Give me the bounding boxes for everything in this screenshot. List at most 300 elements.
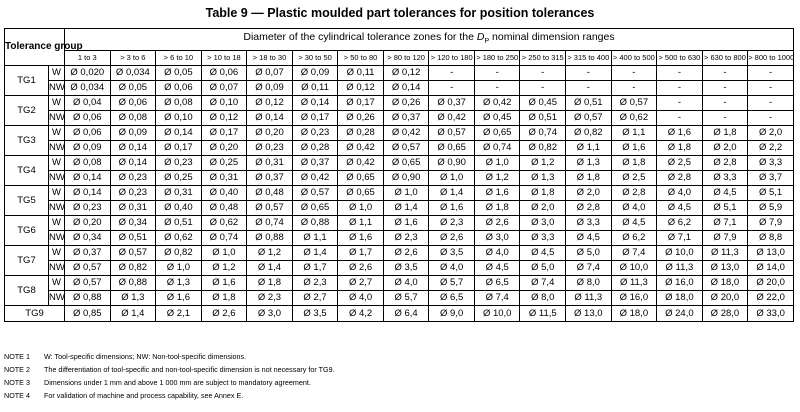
tolerance-value-cell: Ø 0,88 [110,276,156,291]
tolerance-value-cell: Ø 1,8 [611,156,657,171]
dimension-type-cell: W [49,156,65,171]
tolerance-value-cell: Ø 0,51 [566,96,612,111]
tolerance-value-cell: Ø 1,0 [429,171,475,186]
tolerance-value-cell: Ø 6,2 [657,216,703,231]
tolerance-value-cell: Ø 0,20 [201,141,247,156]
tolerance-value-cell: Ø 0,020 [65,66,111,81]
tolerance-value-cell: Ø 0,42 [474,96,520,111]
tolerance-value-cell: Ø 1,6 [201,276,247,291]
tolerance-value-cell: Ø 3,3 [566,216,612,231]
dimension-type-cell: W [49,246,65,261]
tolerance-value-cell: - [429,81,475,96]
tolerance-value-cell: Ø 0,65 [474,126,520,141]
tolerance-value-cell: - [748,81,794,96]
tolerance-value-cell: Ø 0,45 [474,111,520,126]
tolerance-value-cell: Ø 1,0 [474,156,520,171]
tolerance-value-cell: Ø 18,0 [611,306,657,322]
tolerance-value-cell: - [566,66,612,81]
tolerance-value-cell: - [474,81,520,96]
tolerance-value-cell: Ø 1,2 [520,156,566,171]
tolerance-value-cell: Ø 0,08 [65,156,111,171]
tolerance-value-cell: Ø 22,0 [748,291,794,306]
dimension-type-cell: W [49,186,65,201]
tolerance-value-cell: Ø 0,40 [201,186,247,201]
dimension-type-cell: NW [49,111,65,126]
tolerance-value-cell: Ø 0,14 [292,96,338,111]
tolerance-value-cell: Ø 1,1 [566,141,612,156]
tolerance-value-cell: Ø 7,4 [611,246,657,261]
tolerance-value-cell: Ø 0,82 [566,126,612,141]
range-header-cell: > 18 to 30 [247,51,293,66]
table-row [5,201,794,216]
table-row [5,126,794,141]
tolerance-value-cell: Ø 2,0 [566,186,612,201]
tolerance-value-cell: Ø 1,8 [201,291,247,306]
tolerance-value-cell: Ø 0,74 [247,216,293,231]
tolerance-value-cell: Ø 5,0 [520,261,566,276]
tolerance-value-cell: Ø 1,8 [702,126,748,141]
tolerance-value-cell: Ø 1,8 [474,201,520,216]
diameter-header: Diameter of the cylindrical tolerance zones for the $D_P$ nominal dimension ranges [65,29,794,51]
tolerance-value-cell: Ø 18,0 [702,276,748,291]
range-header-cell: > 50 to 80 [338,51,384,66]
table-row [5,231,794,246]
table-row [5,156,794,171]
tolerance-value-cell: Ø 1,7 [338,246,384,261]
tolerance-value-cell: Ø 2,6 [383,246,429,261]
tolerance-value-cell: Ø 4,0 [429,261,475,276]
tolerance-value-cell: Ø 0,26 [383,96,429,111]
tolerance-value-cell: Ø 7,1 [702,216,748,231]
tolerance-value-cell: Ø 2,5 [657,156,703,171]
tolerance-value-cell: Ø 0,88 [247,231,293,246]
tolerance-value-cell: Ø 20,0 [748,276,794,291]
tolerance-value-cell: Ø 6,4 [383,306,429,322]
tolerance-value-cell: Ø 0,57 [110,246,156,261]
tolerance-value-cell: Ø 16,0 [657,276,703,291]
tolerance-value-cell: Ø 1,2 [474,171,520,186]
tolerance-value-cell: - [520,81,566,96]
tolerance-value-cell: Ø 0,65 [429,141,475,156]
tolerance-value-cell: Ø 0,06 [156,81,202,96]
tolerance-value-cell: Ø 0,25 [201,156,247,171]
tolerance-value-cell: Ø 2,3 [383,231,429,246]
tolerance-value-cell: Ø 1,6 [338,231,384,246]
tolerance-group-cell: TG3 [5,126,49,156]
tolerance-value-cell: Ø 0,42 [338,156,384,171]
tolerance-value-cell: Ø 1,6 [429,201,475,216]
tolerance-value-cell: Ø 1,4 [429,186,475,201]
tolerance-value-cell: Ø 1,4 [383,201,429,216]
tolerance-value-cell: - [748,66,794,81]
table-row [5,306,794,322]
tolerance-value-cell: - [748,96,794,111]
tolerance-value-cell: Ø 0,57 [566,111,612,126]
tolerance-value-cell: Ø 0,31 [156,186,202,201]
tolerance-value-cell: - [657,81,703,96]
tolerance-value-cell: Ø 0,88 [65,291,111,306]
note-text: W: Tool-specific dimensions; NW: Non-tool-specific dimensions. [44,352,247,361]
note [4,376,794,389]
tolerance-value-cell: Ø 2,6 [201,306,247,322]
tolerance-value-cell: - [702,96,748,111]
tolerance-value-cell: Ø 0,28 [338,126,384,141]
tolerance-value-cell: Ø 0,08 [156,96,202,111]
tolerance-value-cell: Ø 1,3 [156,276,202,291]
tolerance-value-cell: Ø 1,4 [110,306,156,322]
tolerance-value-cell: Ø 0,65 [292,201,338,216]
note-text: Dimensions under 1 mm and above 1 000 mm are subject to mandatory agreement. [44,378,311,387]
table-row [5,186,794,201]
tolerance-value-cell: Ø 1,3 [566,156,612,171]
tolerance-value-cell: Ø 0,65 [383,156,429,171]
tolerance-value-cell: Ø 1,0 [383,186,429,201]
tolerance-value-cell: Ø 0,12 [383,66,429,81]
tolerance-value-cell: Ø 0,57 [247,201,293,216]
tolerance-value-cell: Ø 0,034 [110,66,156,81]
tolerance-value-cell: Ø 3,3 [702,171,748,186]
tolerance-value-cell: Ø 0,14 [65,171,111,186]
tolerance-value-cell: Ø 5,7 [429,276,475,291]
tolerance-value-cell: Ø 2,7 [292,291,338,306]
tolerance-value-cell: Ø 3,0 [474,231,520,246]
tolerance-value-cell: Ø 0,05 [156,66,202,81]
range-header-cell: > 10 to 18 [201,51,247,66]
tolerance-value-cell: Ø 0,23 [292,126,338,141]
dimension-type-cell: W [49,276,65,291]
tolerance-value-cell: Ø 0,57 [65,276,111,291]
range-header-cell: > 315 to 400 [566,51,612,66]
tolerance-value-cell: Ø 3,0 [247,306,293,322]
tolerance-value-cell: Ø 3,3 [748,156,794,171]
tolerance-value-cell: Ø 7,9 [702,231,748,246]
tolerance-value-cell: Ø 8,0 [566,276,612,291]
tolerance-value-cell: Ø 5,1 [702,201,748,216]
tolerance-value-cell: Ø 0,88 [292,216,338,231]
tolerance-value-cell: Ø 1,4 [292,246,338,261]
tolerance-value-cell: Ø 0,62 [611,111,657,126]
tolerance-value-cell: Ø 3,0 [520,216,566,231]
dimension-type-cell: NW [49,261,65,276]
note-label: NOTE 4 [4,391,30,400]
tolerance-value-cell: Ø 1,6 [474,186,520,201]
tolerance-value-cell: Ø 1,2 [247,246,293,261]
tolerance-value-cell: Ø 7,1 [657,231,703,246]
tolerance-value-cell: Ø 1,8 [566,171,612,186]
tolerance-value-cell: Ø 1,6 [611,141,657,156]
tolerance-group-cell: TG7 [5,246,49,276]
tolerance-value-cell: Ø 11,3 [611,276,657,291]
range-header-cell: > 80 to 120 [383,51,429,66]
tolerance-value-cell: Ø 0,82 [156,246,202,261]
table-row [5,141,794,156]
tolerance-value-cell: Ø 0,10 [201,96,247,111]
tolerance-value-cell: Ø 1,6 [383,216,429,231]
tolerance-value-cell: - [748,111,794,126]
tolerance-value-cell: Ø 7,4 [520,276,566,291]
tolerance-value-cell: - [520,66,566,81]
tolerance-value-cell: Ø 0,07 [247,66,293,81]
tolerance-value-cell: Ø 0,23 [110,186,156,201]
tolerance-value-cell: Ø 11,3 [657,261,703,276]
tolerance-value-cell: Ø 7,4 [566,261,612,276]
tolerance-value-cell: Ø 0,31 [201,171,247,186]
tolerance-value-cell: Ø 0,11 [292,81,338,96]
tolerance-value-cell: Ø 0,08 [110,111,156,126]
tolerance-value-cell: Ø 0,48 [201,201,247,216]
tolerance-value-cell: Ø 4,5 [566,231,612,246]
tolerance-value-cell: Ø 1,1 [292,231,338,246]
tolerance-value-cell: Ø 0,10 [156,111,202,126]
tolerance-value-cell: Ø 2,8 [702,156,748,171]
dimension-type-cell: NW [49,141,65,156]
tolerance-value-cell: Ø 0,23 [65,201,111,216]
tolerance-value-cell: - [702,66,748,81]
tolerance-value-cell: - [611,66,657,81]
tolerance-value-cell: Ø 1,4 [247,261,293,276]
note [4,389,794,402]
tolerance-value-cell: Ø 0,034 [65,81,111,96]
dimension-type-cell: W [49,126,65,141]
tolerance-value-cell: Ø 13,0 [702,261,748,276]
table-title: Table 9 — Plastic moulded part tolerances for position tolerances [205,6,595,20]
tolerance-value-cell: Ø 0,62 [201,216,247,231]
tolerance-value-cell: Ø 2,3 [247,291,293,306]
tolerance-value-cell: Ø 0,12 [338,81,384,96]
tolerance-value-cell: Ø 0,57 [383,141,429,156]
tolerance-value-cell: Ø 0,85 [65,306,111,322]
tolerance-value-cell: Ø 1,3 [520,171,566,186]
range-header-cell: > 6 to 10 [156,51,202,66]
tolerance-value-cell: Ø 0,34 [110,216,156,231]
tolerance-value-cell: Ø 10,0 [657,246,703,261]
tolerance-value-cell: Ø 0,51 [520,111,566,126]
tolerance-group-cell: TG9 [5,306,65,322]
tolerance-value-cell: Ø 0,14 [110,156,156,171]
tolerance-value-cell: Ø 0,65 [338,186,384,201]
tolerance-value-cell: Ø 4,0 [657,186,703,201]
table-row [5,66,794,81]
tolerance-value-cell: - [474,66,520,81]
tolerance-value-cell: Ø 0,42 [383,126,429,141]
tolerance-value-cell: Ø 1,7 [292,261,338,276]
tolerance-value-cell: Ø 0,05 [110,81,156,96]
tolerance-value-cell: - [702,81,748,96]
tolerance-value-cell: Ø 0,28 [292,141,338,156]
tolerance-value-cell: Ø 0,17 [156,141,202,156]
tolerance-value-cell: Ø 7,4 [474,291,520,306]
tolerance-value-cell: Ø 1,0 [338,201,384,216]
tolerance-value-cell: Ø 1,8 [657,141,703,156]
tolerance-value-cell: Ø 0,65 [338,171,384,186]
tolerance-value-cell: Ø 0,57 [611,96,657,111]
tolerance-value-cell: Ø 1,1 [338,216,384,231]
tolerance-value-cell: - [566,81,612,96]
tolerance-value-cell: Ø 0,11 [338,66,384,81]
tolerance-table [4,28,794,322]
dimension-type-cell: NW [49,171,65,186]
table-row [5,216,794,231]
range-header-cell: > 180 to 250 [474,51,520,66]
tolerance-value-cell: Ø 2,8 [566,201,612,216]
tolerance-value-cell: Ø 3,5 [429,246,475,261]
tolerance-value-cell: Ø 1,6 [657,126,703,141]
tolerance-value-cell: Ø 3,7 [748,171,794,186]
table-row [5,81,794,96]
note-label: NOTE 3 [4,378,30,387]
tolerance-value-cell: Ø 0,17 [292,111,338,126]
tolerance-value-cell: Ø 0,74 [520,126,566,141]
tolerance-value-cell: Ø 4,2 [338,306,384,322]
tolerance-value-cell: Ø 5,7 [383,291,429,306]
range-header-row [5,51,794,66]
tolerance-group-cell: TG1 [5,66,49,96]
tolerance-value-cell: Ø 0,06 [110,96,156,111]
tolerance-value-cell: Ø 0,31 [247,156,293,171]
tolerance-value-cell: Ø 0,09 [292,66,338,81]
tolerance-value-cell: Ø 11,5 [520,306,566,322]
tolerance-value-cell: Ø 0,09 [65,141,111,156]
tolerance-group-header: Tolerance group [5,29,65,66]
tolerance-value-cell: Ø 13,0 [566,306,612,322]
tolerance-value-cell: Ø 10,0 [474,306,520,322]
tolerance-group-cell: TG4 [5,156,49,186]
tolerance-value-cell: - [702,111,748,126]
tolerance-value-cell: - [657,66,703,81]
tolerance-value-cell: Ø 1,3 [110,291,156,306]
table-row [5,276,794,291]
tolerance-value-cell: Ø 5,1 [748,186,794,201]
note-label: NOTE 1 [4,352,30,361]
tolerance-value-cell: Ø 5,9 [748,201,794,216]
tolerance-value-cell: Ø 4,5 [474,261,520,276]
tolerance-value-cell: Ø 4,0 [338,291,384,306]
tolerance-value-cell: Ø 0,06 [201,66,247,81]
tolerance-value-cell: Ø 0,90 [383,171,429,186]
dimension-type-cell: W [49,66,65,81]
tolerance-value-cell: Ø 0,06 [65,126,111,141]
tolerance-value-cell: Ø 1,0 [201,246,247,261]
tolerance-value-cell: Ø 4,0 [383,276,429,291]
tolerance-value-cell: Ø 0,62 [156,231,202,246]
tolerance-value-cell: Ø 3,5 [292,306,338,322]
tolerance-value-cell: Ø 1,1 [611,126,657,141]
tolerance-value-cell: Ø 0,14 [65,186,111,201]
tolerance-value-cell: Ø 0,31 [110,201,156,216]
table-row [5,171,794,186]
tolerance-value-cell: Ø 2,6 [338,261,384,276]
note-text: For validation of machine and process capability, see Annex E. [44,391,244,400]
table-body [5,66,794,322]
tolerance-value-cell: Ø 2,8 [611,186,657,201]
tolerance-value-cell: - [657,96,703,111]
tolerance-value-cell: Ø 0,06 [65,111,111,126]
tolerance-value-cell: Ø 0,23 [110,171,156,186]
tolerance-value-cell: Ø 2,2 [748,141,794,156]
tolerance-value-cell: Ø 8,0 [520,291,566,306]
tolerance-value-cell: Ø 0,17 [201,126,247,141]
tolerance-group-cell: TG2 [5,96,49,126]
tolerance-value-cell: Ø 0,51 [156,216,202,231]
tolerance-value-cell: Ø 33,0 [748,306,794,322]
table-row [5,291,794,306]
tolerance-value-cell: Ø 0,20 [247,126,293,141]
dimension-type-cell: W [49,216,65,231]
tolerance-value-cell: Ø 0,37 [65,246,111,261]
table-row [5,96,794,111]
tolerance-value-cell: Ø 8,8 [748,231,794,246]
tolerance-value-cell: Ø 0,82 [520,141,566,156]
tolerance-value-cell: Ø 10,0 [611,261,657,276]
tolerance-value-cell: Ø 3,5 [383,261,429,276]
tolerance-value-cell: Ø 0,42 [429,111,475,126]
tolerance-value-cell: Ø 0,07 [201,81,247,96]
tolerance-value-cell: Ø 4,5 [657,201,703,216]
tolerance-value-cell: Ø 3,3 [520,231,566,246]
tolerance-value-cell: Ø 1,6 [156,291,202,306]
table-row [5,111,794,126]
table-row [5,246,794,261]
tolerance-value-cell: Ø 1,8 [520,186,566,201]
tolerance-value-cell: Ø 0,82 [110,261,156,276]
tolerance-value-cell: Ø 16,0 [611,291,657,306]
tolerance-value-cell: Ø 11,3 [702,246,748,261]
tolerance-value-cell: Ø 0,26 [338,111,384,126]
tolerance-value-cell: Ø 0,48 [247,186,293,201]
tolerance-value-cell: Ø 18,0 [657,291,703,306]
tolerance-group-cell: TG6 [5,216,49,246]
tolerance-value-cell: Ø 13,0 [748,246,794,261]
tolerance-value-cell: Ø 24,0 [657,306,703,322]
tolerance-value-cell: - [657,111,703,126]
tolerance-value-cell: Ø 0,34 [65,231,111,246]
tolerance-value-cell: Ø 0,12 [247,96,293,111]
tolerance-group-cell: TG5 [5,186,49,216]
tolerance-value-cell: Ø 28,0 [702,306,748,322]
tolerance-value-cell: Ø 0,51 [110,231,156,246]
tolerance-value-cell: Ø 11,3 [566,291,612,306]
note-label: NOTE 2 [4,365,30,374]
tolerance-value-cell: Ø 2,3 [429,216,475,231]
tolerance-value-cell: Ø 0,37 [383,111,429,126]
tolerance-value-cell: Ø 0,37 [429,96,475,111]
tolerance-value-cell: Ø 6,2 [611,231,657,246]
tolerance-value-cell: Ø 2,1 [156,306,202,322]
tolerance-value-cell: Ø 0,14 [110,141,156,156]
tolerance-value-cell: Ø 2,0 [702,141,748,156]
range-header-cell: > 400 to 500 [611,51,657,66]
tolerance-value-cell: Ø 0,42 [292,171,338,186]
tolerance-value-cell: Ø 0,57 [292,186,338,201]
tolerance-value-cell: Ø 0,23 [247,141,293,156]
notes-section [4,350,794,402]
note-text: The differentiation of tool-specific and non-tool-specific dimension is not necessary for TG9. [44,365,335,374]
tolerance-value-cell: Ø 0,25 [156,171,202,186]
tolerance-value-cell: Ø 0,57 [429,126,475,141]
tolerance-value-cell: Ø 6,5 [429,291,475,306]
tolerance-value-cell: Ø 0,42 [338,141,384,156]
range-header-cell: > 800 to 1000 [748,51,794,66]
tolerance-value-cell: Ø 6,5 [474,276,520,291]
tolerance-value-cell: Ø 2,5 [611,171,657,186]
range-header-cell: > 30 to 50 [292,51,338,66]
tolerance-value-cell: Ø 0,09 [247,81,293,96]
tolerance-value-cell: Ø 20,0 [702,291,748,306]
tolerance-value-cell: Ø 0,23 [156,156,202,171]
tolerance-value-cell: Ø 0,74 [474,141,520,156]
tolerance-value-cell: Ø 0,74 [201,231,247,246]
tolerance-value-cell: Ø 2,8 [657,171,703,186]
